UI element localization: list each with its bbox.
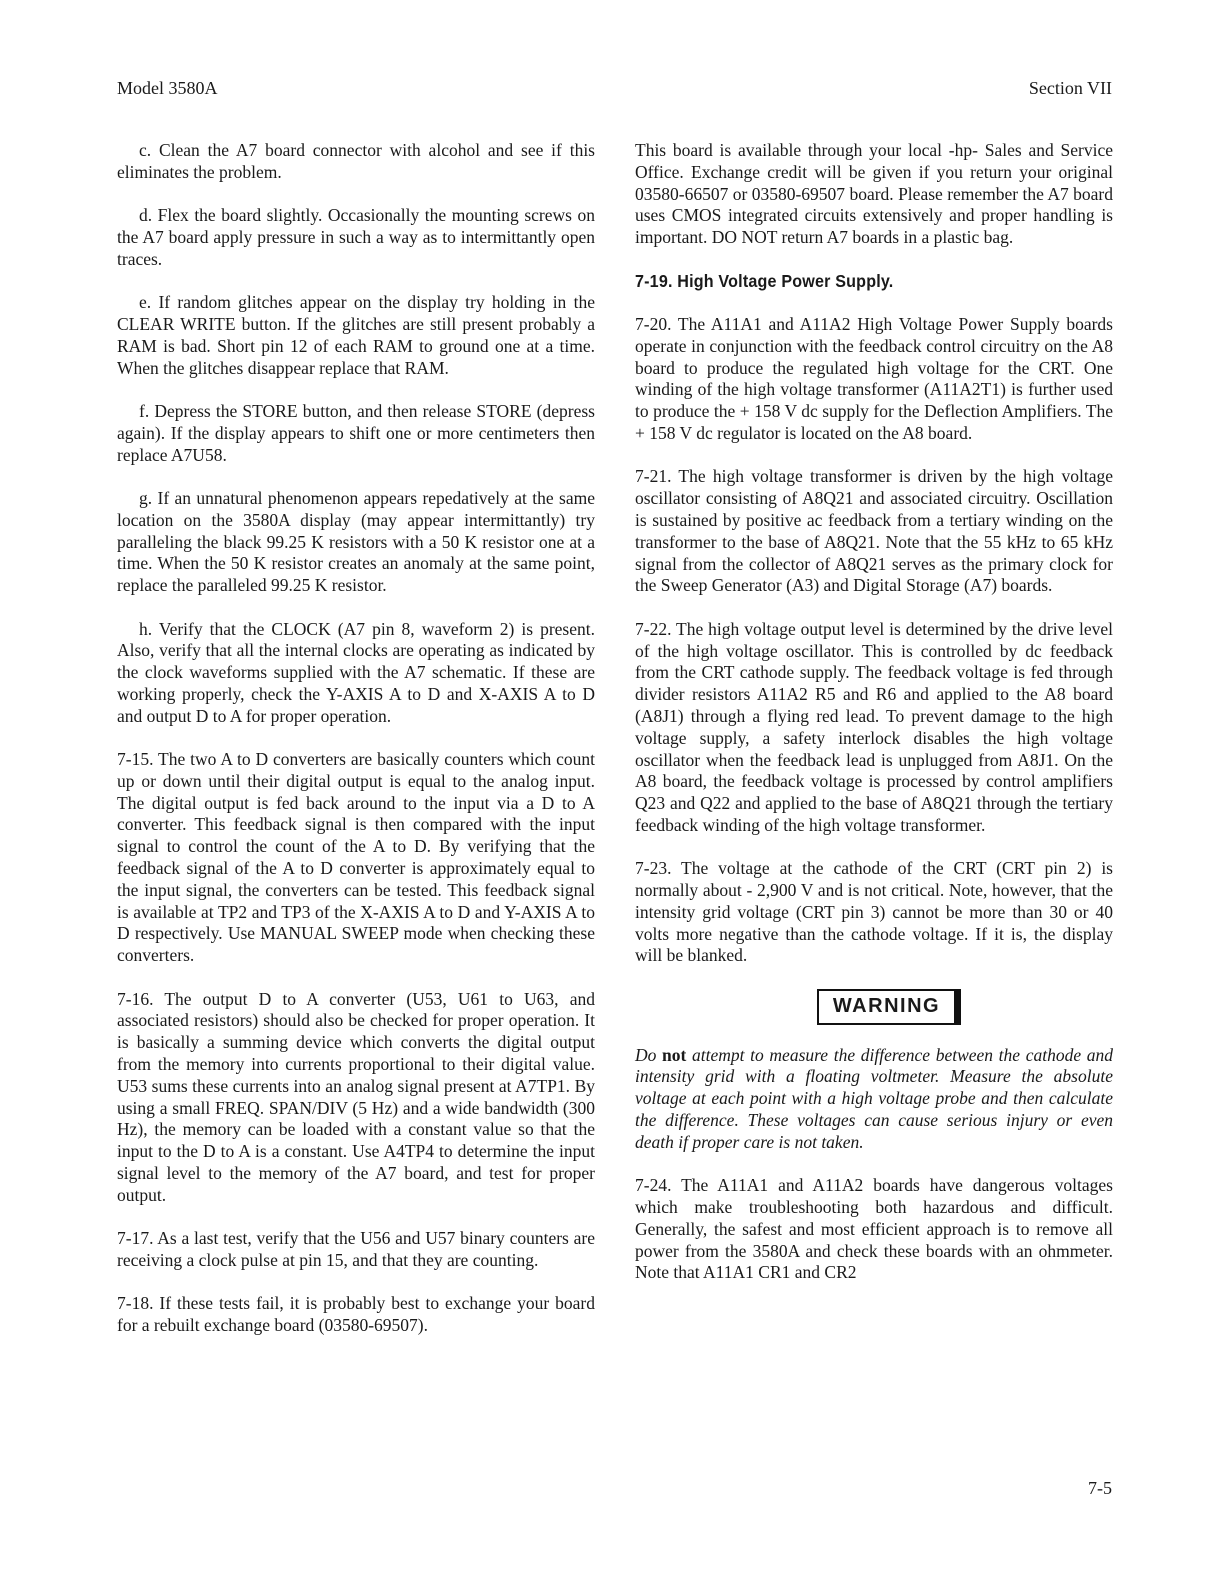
warning-do: Do xyxy=(635,1044,657,1065)
page-number: 7-5 xyxy=(1088,1478,1112,1498)
warning-label: WARNING xyxy=(817,989,961,1025)
paragraph-7-21: 7-21. The high voltage transformer is driven by the high voltage oscillator consisting of A8Q21 and associated circuitry. Oscillation is sustained by positive ac feedback from a tertiary winding on the transformer to the base of A8Q21. Note that the 55 kHz to 65 kHz signal from the collector of A8Q21 serves as the primary clock for the Sweep Generator (A3) and Digital Storage (A7) boards. xyxy=(635,466,1113,596)
step-e: e. If random glitches appear on the display try holding in the CLEAR WRITE button. If the glitches are still present probably a RAM is bad. Short pin 12 of each RAM to ground one at a time. When the glitches disappear replace that RAM. xyxy=(117,292,595,378)
warning-banner xyxy=(665,989,1113,1025)
paragraph-7-17: 7-17. As a last test, verify that the U56 and U57 binary counters are receiving a clock pulse at pin 15, and that they are counting. xyxy=(117,1228,595,1271)
paragraph-7-20: 7-20. The A11A1 and A11A2 High Voltage Power Supply boards operate in conjunction with the feedback control circuitry on the A8 board to produce the regulated high voltage for the CRT. One winding of the high voltage transformer (A11A2T1) is further used to produce the + 158 V dc supply for the Deflection Amplifiers. The + 158 V dc regulator is located on the A8 board. xyxy=(635,313,1113,443)
warning-text xyxy=(635,1045,1113,1154)
step-h: h. Verify that the CLOCK (A7 pin 8, waveform 2) is present. Also, verify that all the internal clocks are operating as indicated by the clock waveforms supplied with the A7 schematic. If these are working properly, check the Y-AXIS A to D and X-AXIS A to D and output D to A for proper operation. xyxy=(117,618,595,726)
paragraph-7-16: 7-16. The output D to A converter (U53, U61 to U63, and associated resistors) should also be checked for proper operation. It is basically a summing device which converts the digital output from the memory into currents proportional to their digital value. U53 sums these currents into an analog signal present at A7TP1. By using a small FREQ. SPAN/DIV (5 Hz) and a wide bandwidth (300 Hz), the memory can be loaded with a constant value so that the input to the D to A is a constant. Use A4TP4 to determine the input signal level to the memory of the A7 board, and test for proper output. xyxy=(117,988,595,1205)
left-column xyxy=(117,140,595,1359)
paragraph-7-24: 7-24. The A11A1 and A11A2 boards have dangerous voltages which make troubleshooting both hazardous and difficult. Generally, the safest and most efficient approach is to remove all power from the 3580A and check these boards with an ohmmeter. Note that A11A1 CR1 and CR2 xyxy=(635,1175,1113,1283)
paragraph-7-15: 7-15. The two A to D converters are basically counters which count up or down until their digital output is equal to the analog input. The digital output is fed back around to the input via a D to A converter. This feedback signal is then compared with the input signal to control the count of the A to D. By verifying that the feedback signal of the A to D converter is approximately equal to the input signal, the converters can be tested. This feedback signal is available at TP2 and TP3 of the X-AXIS A to D and Y-AXIS A to D respectively. Use MANUAL SWEEP mode when checking these converters. xyxy=(117,749,595,966)
header-model: Model 3580A xyxy=(117,78,218,98)
step-g: g. If an unnatural phenomenon appears repedatively at the same location on the 3580A display (may appear intermittantly) try paralleling the black 99.25 K resistors with a 50 K resistor one at a time. When the 50 K resistor creates an anomaly at the same point, replace the paralleled 99.25 K resistor. xyxy=(117,487,595,596)
paragraph-7-18-continued: This board is available through your local -hp- Sales and Service Office. Exchange credit will be given if you return your original 03580-66507 or 03580-69507 board. Please remember the A7 board uses CMOS integrated circuits extensively and proper handling is important. DO NOT return A7 boards in a plastic bag. xyxy=(635,140,1113,248)
section-heading-7-19: 7-19. High Voltage Power Supply. xyxy=(635,270,894,291)
step-d: d. Flex the board slightly. Occasionally the mounting screws on the A7 board apply pressure in such a way as to intermittantly open traces. xyxy=(117,205,595,269)
paragraph-7-18: 7-18. If these tests fail, it is probably best to exchange your board for a rebuilt exchange board (03580-69507). xyxy=(117,1293,595,1336)
paragraph-7-22: 7-22. The high voltage output level is determined by the drive level of the high voltage oscillator. This is controlled by dc feedback from the CRT cathode supply. The feedback voltage is fed through divider resistors A11A2 R5 and R6 and applied to the A8 board (A8J1) through a flying red lead. To prevent damage to the high voltage supply, a safety interlock disables the high voltage oscillator when the feedback lead is unplugged from A8J1. On the A8 board, the feedback voltage is processed by control amplifiers Q23 and Q22 and applied to the base of A8Q21 through the tertiary feedback winding of the high voltage transformer. xyxy=(635,618,1113,835)
step-c: c. Clean the A7 board connector with alcohol and see if this eliminates the problem. xyxy=(117,140,595,182)
paragraph-7-23: 7-23. The voltage at the cathode of the CRT (CRT pin 2) is normally about - 2,900 V and is not critical. Note, however, that the intensity grid voltage (CRT pin 3) cannot be more than 30 or 40 volts more negative than the cathode voltage. If it is, the display will be blanked. xyxy=(635,858,1113,966)
warning-not: not xyxy=(662,1044,687,1065)
warning-body: attempt to measure the difference between the cathode and intensity grid with a floating voltmeter. Measure the absolute voltage at each point with a high voltage probe and then calculate the difference. These voltages can cause serious injury or even death if proper care is not taken. xyxy=(635,1044,1114,1152)
step-f: f. Depress the STORE button, and then release STORE (depress again). If the display appears to shift one or more centimeters then replace A7U58. xyxy=(117,400,595,465)
right-column xyxy=(635,140,1113,1306)
header-section: Section VII xyxy=(1028,78,1112,98)
